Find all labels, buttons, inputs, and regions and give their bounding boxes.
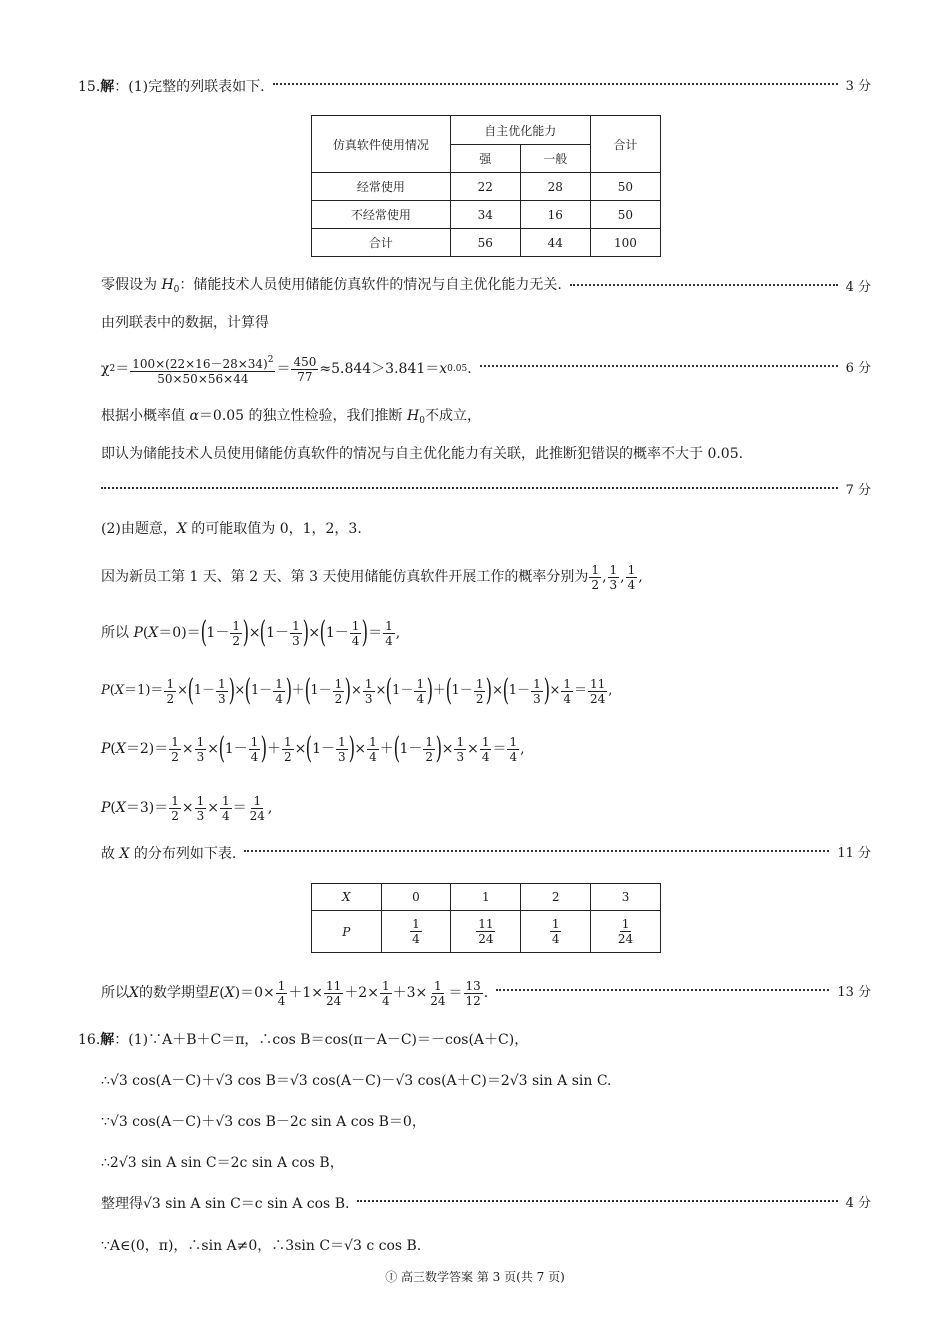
q15-solution-label: 解: [100, 79, 115, 95]
chi-value-fraction: [291, 355, 318, 384]
conclusion-line-2: 即认为储能技术人员使用储能仿真软件的情况与自主优化能力有关联，此推断犯错误的概率不大于 0.05.: [101, 446, 744, 462]
expectation-line: 所以 X 的数学期望 E ( X )＝0× $\frac{1}{4}$ ＋1× $\frac{11}{24}$ ＋2× $\frac{1}{4}$ ＋3× $\frac{1}{24}$ ＝ $\frac{13}{12}$ . 13 分: [101, 978, 871, 1008]
h-symbol: H: [161, 277, 174, 293]
conclusion-text: 根据小概率值: [101, 408, 190, 424]
expectation-text: 所以: [101, 985, 129, 1001]
chi-square-line: [101, 354, 871, 384]
table-cell: 2: [521, 884, 591, 911]
chi-numerator: 100×(22×16－28×34): [132, 356, 268, 371]
score-mark: 3 分: [845, 79, 871, 94]
table-row: [312, 173, 661, 201]
equals: ＝: [276, 361, 291, 377]
table-cell: 合计: [312, 229, 451, 257]
chi-superscript: 2: [109, 364, 116, 374]
formula-px3: P ( X ＝3)＝ $\frac{1}{2}$ × $\frac{1}{3}$ × $\frac{1}{4}$ ＝ $\frac{1}{24}$ ,: [101, 793, 273, 823]
alpha-symbol: α: [189, 408, 199, 424]
dot-leader: [480, 365, 838, 367]
x-variable: X: [119, 846, 130, 862]
q16-line-6: ∵A∈(0，π)，∴sin A≠0，∴3sin C＝√3 c cos B.: [101, 1238, 422, 1254]
q15-part1-line: [78, 77, 871, 97]
formula-px2: P ( X ＝2)＝ $\frac{1}{2}$ × $\frac{1}{3}$ × ( 1－ $\frac{1}{4}$ ) ＋ $\frac{1}{2}$ × ( 1－ $\frac{1}{3}$ ) × $\frac{1}{4}$ ＋ ( 1－ $\frac{1}{2}$ ) × $\frac{1}{3}$ × $\frac{1}{4}$ ＝ $\frac{1}{4}$ ,: [101, 731, 525, 766]
table-cell: 0: [381, 884, 451, 911]
fraction-numerator: 1: [551, 917, 560, 931]
distribution-text: 的分布列如下表.: [129, 846, 237, 862]
q16-line-4: ∴2√3 sin A sin C＝2c sin A cos B，: [101, 1155, 344, 1171]
x-subscript: 0.05: [447, 364, 468, 374]
fraction-numerator: 11: [478, 917, 494, 931]
score-mark: 4 分: [845, 279, 871, 295]
table-cell-p-label: P: [312, 911, 382, 953]
table-cell-x-label: X: [312, 884, 382, 911]
dot-leader: [244, 850, 829, 852]
table-header-normal: 一般: [520, 145, 590, 173]
part2-text: 的可能取值为 0，1，2，3.: [186, 521, 362, 537]
table-cell: [521, 911, 591, 953]
x-symbol: x: [439, 361, 448, 377]
chi-denominator: 50×50×56×44: [157, 371, 249, 386]
part2-intro: [101, 519, 950, 539]
table-header-usage: 仿真软件使用情况: [312, 116, 451, 173]
score-mark: 7 分: [845, 483, 871, 498]
fraction-denominator: 4: [551, 932, 560, 946]
table-cell: 22: [450, 173, 520, 201]
q15-number: 15.: [78, 79, 101, 95]
table-header-strong: 强: [450, 145, 520, 173]
table-cell: 34: [450, 201, 520, 229]
table-cell: 3: [591, 884, 661, 911]
table-header-ability: 自主优化能力: [450, 116, 590, 145]
table-cell: 50: [590, 173, 660, 201]
table-cell: 不经常使用: [312, 201, 451, 229]
hypothesis-line: [101, 275, 871, 300]
fraction: $\frac{1}{3}$: [609, 562, 618, 592]
q16-line-1: [78, 1030, 950, 1050]
hypothesis-text: ：储能技术人员使用储能仿真软件的情况与自主优化能力无关.: [179, 277, 562, 293]
table-cell: 1: [451, 884, 521, 911]
q16-line-5: [101, 1194, 871, 1214]
h-symbol: H: [407, 408, 420, 424]
chi-comparison: ≈5.844＞3.841＝: [319, 361, 440, 377]
distribution-intro: [101, 844, 871, 864]
expectation-text: )＝0×: [234, 985, 275, 1001]
h-subscript: 0: [419, 416, 425, 426]
table-cell: [381, 911, 451, 953]
x-variable: X: [176, 521, 187, 537]
dot-leader: [570, 284, 838, 286]
q16-text: 整理得√3 sin A sin C＝c sin A cos B.: [101, 1196, 350, 1212]
score-line: [101, 481, 871, 501]
fraction-denominator: 4: [412, 932, 420, 946]
dot-leader: [357, 1200, 837, 1202]
fraction-numerator: 450: [293, 354, 317, 369]
chi-fraction: [130, 353, 275, 386]
fraction-denominator: 77: [297, 369, 313, 384]
q16-solution-label: 解: [100, 1032, 115, 1048]
score-mark: 4 分: [845, 1196, 871, 1211]
q16-text: ：(1)∵A＋B＋C＝π，∴cos B＝cos(π－A－C)＝－cos(A＋C)，: [114, 1032, 529, 1048]
table-cell: [451, 911, 521, 953]
x-variable: X: [129, 985, 139, 1001]
table-cell: 44: [520, 229, 590, 257]
fraction: $\frac{1}{4}$: [627, 562, 636, 592]
dot-leader: [496, 989, 829, 991]
table-cell: [591, 911, 661, 953]
table-cell: 50: [590, 201, 660, 229]
fraction-denominator: 24: [478, 932, 494, 946]
expectation-text: (: [219, 985, 225, 1001]
page-footer: Ⓘ 高三数学答案 第 3 页(共 7 页): [385, 1270, 565, 1284]
table-row: [312, 229, 661, 257]
part2-text: (2)由题意，: [101, 521, 177, 537]
chi-num-superscript: 2: [267, 354, 274, 365]
dot-leader: [101, 487, 838, 489]
fraction-denominator: 24: [617, 932, 634, 946]
fraction: $\frac{1}{2}$: [591, 562, 600, 592]
conclusion-text: 不成立，: [424, 408, 481, 424]
fraction-numerator: 1: [621, 917, 630, 931]
contingency-table: [311, 115, 661, 257]
expectation-text: 的数学期望: [138, 985, 209, 1001]
table-cell: 16: [520, 201, 590, 229]
compute-line: 由列联表中的数据，计算得: [101, 315, 269, 331]
chi-symbol: χ: [101, 361, 110, 377]
score-mark: 6 分: [845, 361, 871, 376]
e-symbol: E: [208, 985, 220, 1001]
fraction-numerator: 1: [412, 917, 420, 931]
q16-line-3: ∵√3 cos(A－C)＋√3 cos B－2c sin A cos B＝0，: [101, 1114, 426, 1130]
q16-line-2: ∴√3 cos(A－C)＋√3 cos B＝√3 cos(A－C)－√3 cos(A＋C)＝2√3 sin A sin C.: [101, 1073, 612, 1089]
distribution-table: [311, 883, 661, 953]
score-mark: 13 分: [837, 985, 871, 1000]
table-cell: 28: [520, 173, 590, 201]
dot-leader: [273, 83, 838, 85]
score-mark: 11 分: [837, 846, 871, 861]
conclusion-text: ＝0.05 的独立性检验，我们推断: [198, 408, 407, 424]
conclusion-line-1: [101, 406, 950, 431]
table-header-total: 合计: [590, 116, 660, 173]
probability-intro: 因为新员工第 1 天、第 2 天、第 3 天使用储能仿真软件开展工作的概率分别为 $\frac{1}{2}$ , $\frac{1}{3}$ , $\frac{1}{4}$ ,: [101, 562, 643, 592]
distribution-text: 故: [101, 846, 120, 862]
formula-px1: P ( X ＝1)＝ $\frac{1}{2}$ × ( 1－ $\frac{1}{3}$ ) × ( 1－ $\frac{1}{4}$ ) ＋ ( 1－ $\frac{1}{2}$ ) × $\frac{1}{3}$ × ( 1－ $\frac{1}{4}$ ) ＋ ( 1－ $\frac{1}{2}$ ) × ( 1－ $\frac{1}{3}$ ) × $\frac{1}{4}$ ＝ $\frac{11}{24}$ ,: [101, 673, 613, 708]
equals: ＝: [115, 361, 130, 377]
q16-number: 16.: [78, 1032, 101, 1048]
table-row: [312, 201, 661, 229]
period: .: [467, 361, 472, 377]
h-subscript: 0: [173, 285, 180, 295]
x-variable: X: [224, 985, 235, 1001]
probability-intro-text: 因为新员工第 1 天、第 2 天、第 3 天使用储能仿真软件开展工作的概率分别为: [101, 569, 589, 585]
table-cell: 经常使用: [312, 173, 451, 201]
table-cell: 56: [450, 229, 520, 257]
q15-part1-intro: ：(1)完整的列联表如下.: [114, 79, 265, 95]
table-cell: 100: [590, 229, 660, 257]
formula-px0: 所以 P ( X ＝0)＝ ( 1－ $\frac{1}{2}$ ) × ( 1－ $\frac{1}{3}$ ) × ( 1－ $\frac{1}{4}$ ) ＝ $\frac{1}{4}$ ,: [101, 615, 401, 650]
hypothesis-text: 零假设为: [101, 277, 162, 293]
